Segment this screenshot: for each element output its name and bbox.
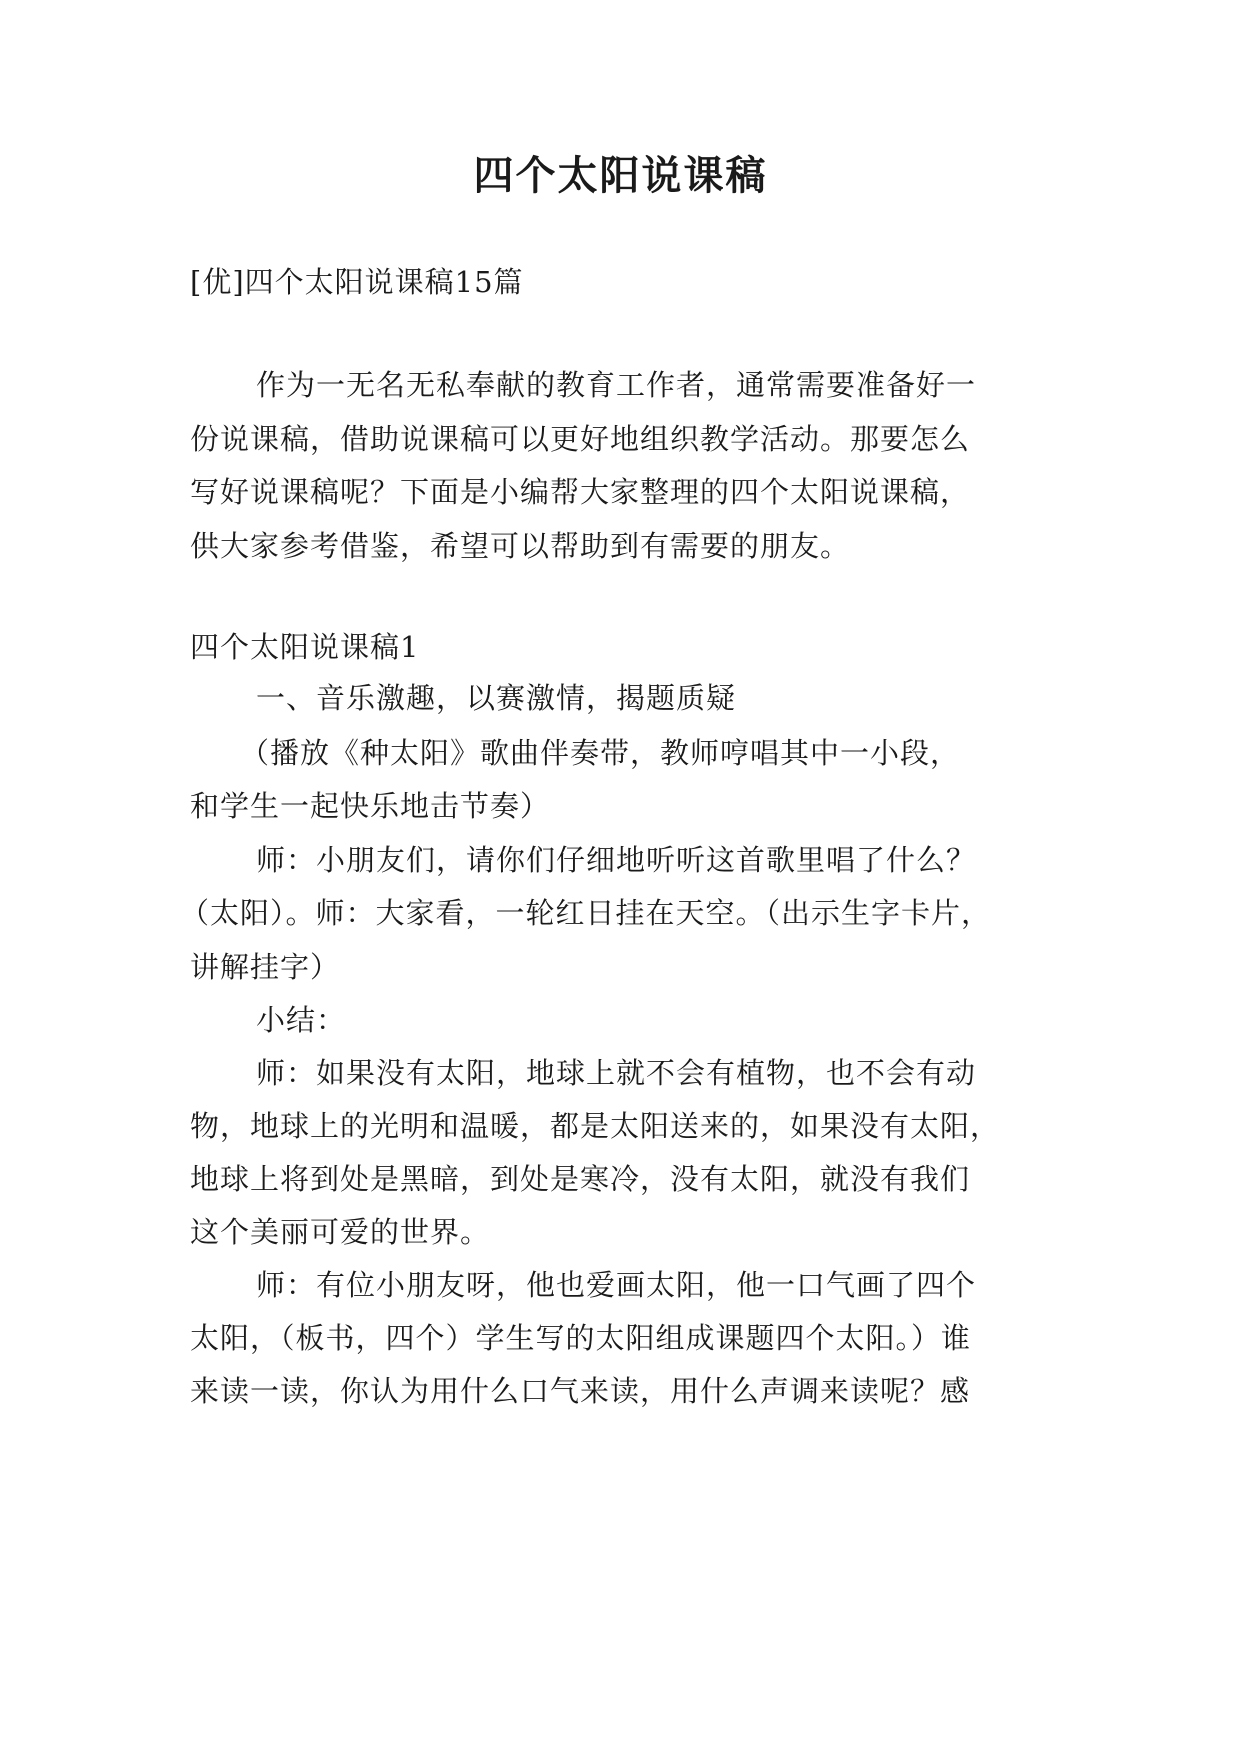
section-line: 这个美丽可爱的世界。 — [190, 1215, 491, 1249]
section-line: （太阳）。师：大家看，一轮红日挂在天空。（出示生字卡片， — [180, 896, 992, 930]
section-line: 太阳，（板书，四个）学生写的太阳组成课题四个太阳。）谁 — [190, 1321, 972, 1355]
section-heading: 四个太阳说课稿1 — [190, 630, 420, 664]
section-line: 地球上将到处是黑暗，到处是寒冷，没有太阳，就没有我们 — [190, 1162, 971, 1196]
intro-line: 供大家参考借鉴，希望可以帮助到有需要的朋友。 — [190, 529, 851, 563]
intro-line: 写好说课稿呢？下面是小编帮大家整理的四个太阳说课稿， — [190, 475, 971, 509]
section-line: 小结： — [256, 1003, 347, 1037]
section-line: 师：小朋友们，请你们仔细地听听这首歌里唱了什么？ — [256, 843, 977, 877]
document-title: 四个太阳说课稿 — [473, 153, 768, 199]
section-line: 一、音乐激趣，以赛激情，揭题质疑 — [256, 681, 737, 715]
intro-line: 份说课稿，借助说课稿可以更好地组织教学活动。那要怎么 — [190, 422, 971, 456]
section-line: 物，地球上的光明和温暖，都是太阳送来的，如果没有太阳， — [190, 1109, 1001, 1143]
section-line: 和学生一起快乐地击节奏） — [190, 789, 551, 823]
section-line: 师：有位小朋友呀，他也爱画太阳，他一口气画了四个 — [256, 1268, 977, 1302]
document-subtitle: [优]四个太阳说课稿15篇 — [190, 265, 524, 299]
intro-line: 作为一无名无私奉献的教育工作者，通常需要准备好一 — [256, 368, 977, 402]
section-line: （播放《种太阳》歌曲伴奏带，教师哼唱其中一小段， — [240, 736, 961, 770]
section-line: 讲解挂字） — [190, 950, 341, 984]
section-line: 来读一读，你认为用什么口气来读，用什么声调来读呢？感 — [190, 1374, 971, 1408]
section-line: 师：如果没有太阳，地球上就不会有植物，也不会有动 — [256, 1056, 977, 1090]
